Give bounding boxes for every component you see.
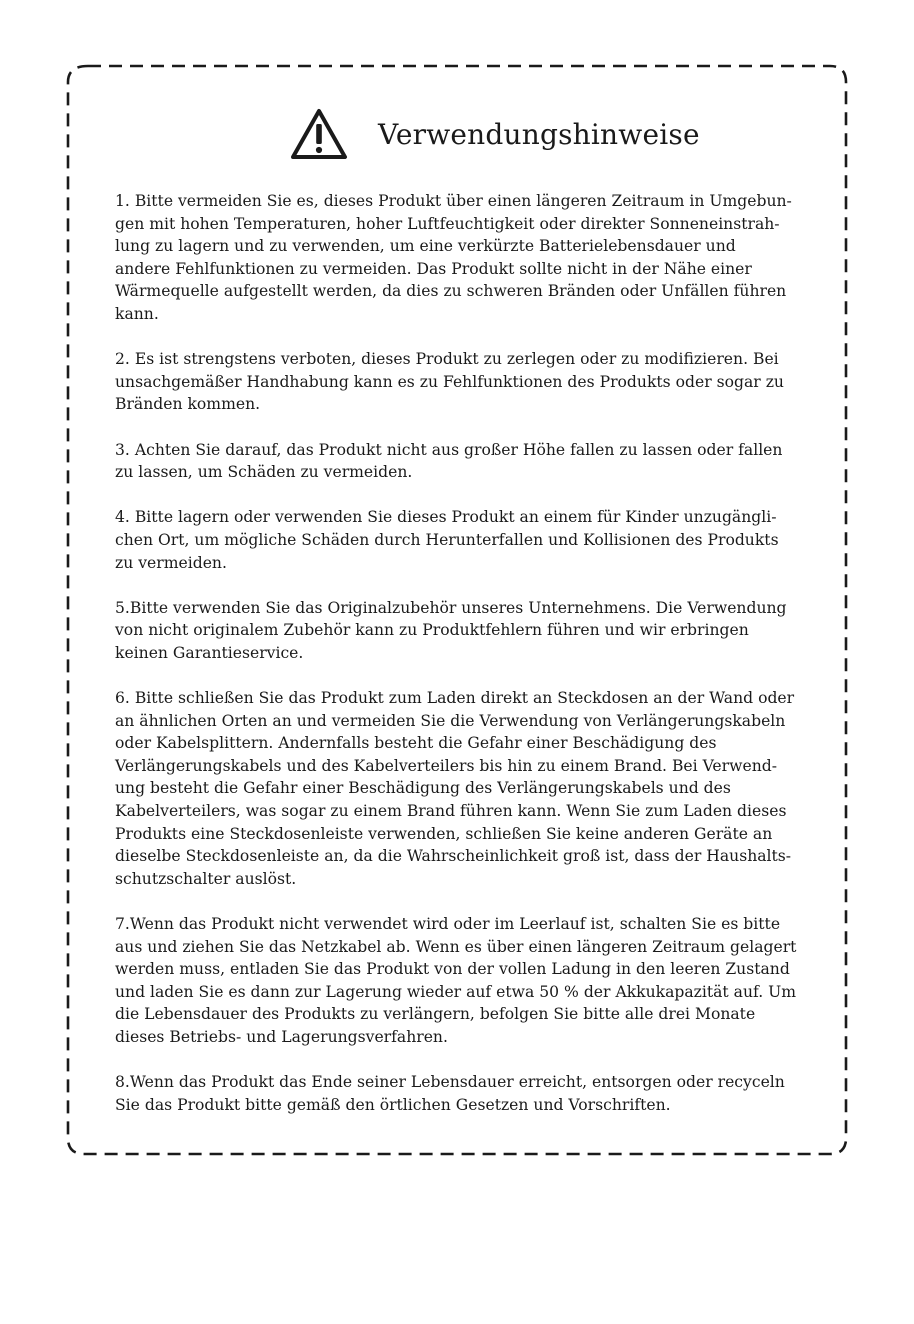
instruction-item-6 [115, 687, 805, 890]
warning-triangle-icon [290, 108, 348, 160]
text-line: 3. Achten Sie darauf, das Produkt nicht aus großer Höhe fallen zu lassen oder fallen [115, 440, 783, 459]
text-line: 1. Bitte vermeiden Sie es, dieses Produkt über einen längeren Zeitraum in Umgebun- [115, 192, 792, 210]
instruction-item-4 [115, 506, 805, 574]
instruction-item-3 [115, 439, 805, 484]
instruction-item-7 [115, 913, 805, 1049]
text-line: die Lebensdauer des Produkts zu verlängern, befolgen Sie bitte alle drei Monate [115, 1005, 756, 1024]
text-line: dieses Betriebs- und Lagerungsverfahren. [115, 1027, 448, 1046]
text-line: Verlängerungskabels und des Kabelverteilers bis hin zu einem Brand. Bei Verwend- [115, 756, 777, 775]
text-line: aus und ziehen Sie das Netzkabel ab. Wenn es über einen längeren Zeitraum gelagert [115, 937, 797, 956]
text-line: werden muss, entladen Sie das Produkt von der vollen Ladung in den leeren Zustand [115, 960, 790, 979]
instructions-list [115, 190, 805, 1116]
text-line: Bränden kommen. [115, 395, 261, 414]
text-line: unsachgemäßer Handhabung kann es zu Fehlfunktionen des Produkts oder sogar zu [115, 372, 784, 391]
document-header [290, 106, 700, 162]
text-line: oder Kabelsplittern. Andernfalls besteht die Gefahr einer Beschädigung des [115, 734, 717, 753]
text-line: 8.Wenn das Produkt das Ende seiner Lebensdauer erreicht, entsorgen oder recyceln [115, 1073, 785, 1092]
text-line: Sie das Produkt bitte gemäß den örtlichen Gesetzen und Vorschriften. [115, 1095, 671, 1114]
text-line: andere Fehlfunktionen zu vermeiden. Das Produkt sollte nicht in der Nähe einer [115, 259, 752, 278]
text-line: und laden Sie es dann zur Lagerung wieder auf etwa 50 % der Akkukapazität auf. Um [115, 982, 797, 1001]
text-line: 2. Es ist strengstens verboten, dieses Produkt zu zerlegen oder zu modifizieren. Bei [115, 350, 779, 369]
text-line: Kabelverteilers, was sogar zu einem Brand führen kann. Wenn Sie zum Laden dieses [115, 802, 787, 821]
text-line: an ähnlichen Orten an und vermeiden Sie die Verwendung von Verlängerungskabeln [115, 711, 786, 730]
text-line: Wärmequelle aufgestellt werden, da dies zu schweren Bränden oder Unfällen führen [115, 282, 787, 301]
page-title: Verwendungshinweise [378, 117, 700, 151]
instruction-item-5 [115, 597, 805, 665]
text-line: kann. [115, 304, 159, 323]
text-line: von nicht originalem Zubehör kann zu Produktfehlern führen und wir erbringen [115, 621, 749, 640]
text-line: zu lassen, um Schäden zu vermeiden. [115, 463, 413, 482]
text-line: 7.Wenn das Produkt nicht verwendet wird oder im Leerlauf ist, schalten Sie es bitte [115, 915, 781, 933]
instruction-item-2 [115, 348, 805, 416]
text-line: chen Ort, um mögliche Schäden durch Herunterfallen und Kollisionen des Produkts [115, 530, 779, 549]
text-line: keinen Garantieservice. [115, 643, 304, 662]
text-line: dieselbe Steckdosenleiste an, da die Wahrscheinlichkeit groß ist, dass der Haushalts- [115, 847, 792, 866]
text-line: ung besteht die Gefahr einer Beschädigung des Verlängerungskabels und des [115, 779, 731, 798]
text-line: lung zu lagern und zu verwenden, um eine verkürzte Batterielebensdauer und [115, 237, 736, 256]
text-line: schutzschalter auslöst. [115, 869, 297, 888]
text-line: Produkts eine Steckdosenleiste verwenden, schließen Sie keine anderen Geräte an [115, 824, 773, 843]
text-line: zu vermeiden. [115, 553, 227, 572]
text-line: 4. Bitte lagern oder verwenden Sie dieses Produkt an einem für Kinder unzugängli- [115, 508, 777, 527]
instruction-item-8 [115, 1071, 805, 1116]
text-line: 5.Bitte verwenden Sie das Originalzubehör unseres Unternehmens. Die Verwendung [115, 598, 787, 617]
text-line: gen mit hohen Temperaturen, hoher Luftfeuchtigkeit oder direkter Sonneneinstrah- [115, 214, 780, 233]
text-line: 6. Bitte schließen Sie das Produkt zum Laden direkt an Steckdosen an der Wand oder [115, 689, 795, 708]
instruction-item-1 [115, 190, 805, 326]
